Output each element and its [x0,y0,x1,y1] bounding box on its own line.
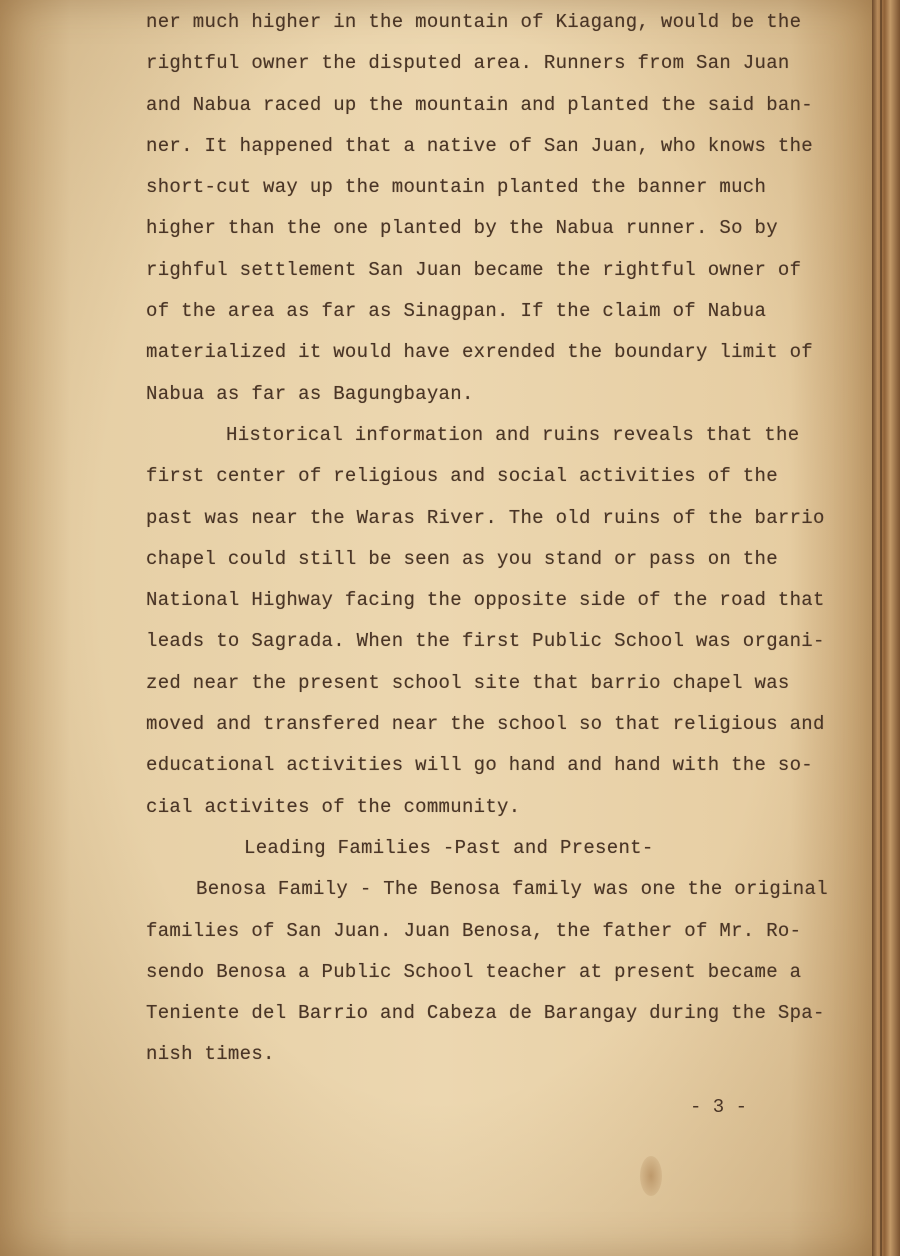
paper-stain [640,1156,662,1196]
text-line: chapel could still be seen as you stand or pass on the [146,547,778,570]
paragraph-start-line: Benosa Family - The Benosa family was one the original [196,878,828,901]
text-line: sendo Benosa a Public School teacher at present became a [146,960,802,983]
text-line: materialized it would have exrended the boundary limit of [146,341,814,364]
text-line: righful settlement San Juan became the rightful owner of [146,258,802,281]
text-line: and Nabua raced up the mountain and planted the said ban- [146,93,814,116]
text-line: families of San Juan. Juan Benosa, the father of Mr. Ro- [146,919,802,942]
text-line: past was near the Waras River. The old ruins of the barrio [146,506,825,529]
text-line: National Highway facing the opposite side of the road that [146,589,825,612]
text-line: ner much higher in the mountain of Kiagang, would be the [146,11,802,33]
text-line: zed near the present school site that barrio chapel was [146,671,790,694]
text-line: leads to Sagrada. When the first Public School was organi- [146,630,825,653]
text-line: first center of religious and social activities of the [146,465,778,488]
text-line: rightful owner the disputed area. Runners from San Juan [146,52,790,75]
page-number: - 3 - [690,1096,748,1118]
text-line: Teniente del Barrio and Cabeza de Barangay during the Spa- [146,1002,825,1025]
document-body [146,2,876,1076]
text-line: ner. It happened that a native of San Juan, who knows the [146,134,814,157]
text-line: Nabua as far as Bagungbayan. [146,382,474,405]
text-line: nish times. [146,1043,275,1066]
bleed-through-text [110,200,151,219]
text-line: higher than the one planted by the Nabua runner. So by [146,217,778,240]
section-heading: Leading Families -Past and Present- [244,836,654,859]
page-edge [872,0,900,1256]
text-line: of the area as far as Sinagpan. If the claim of Nabua [146,300,767,323]
text-line: cial activites of the community. [146,795,521,818]
text-line: moved and transfered near the school so that religious and [146,713,825,736]
paragraph-start-line: Historical information and ruins reveals that the [226,423,800,446]
text-line: short-cut way up the mountain planted the banner much [146,176,767,199]
text-line: educational activities will go hand and hand with the so- [146,754,814,777]
